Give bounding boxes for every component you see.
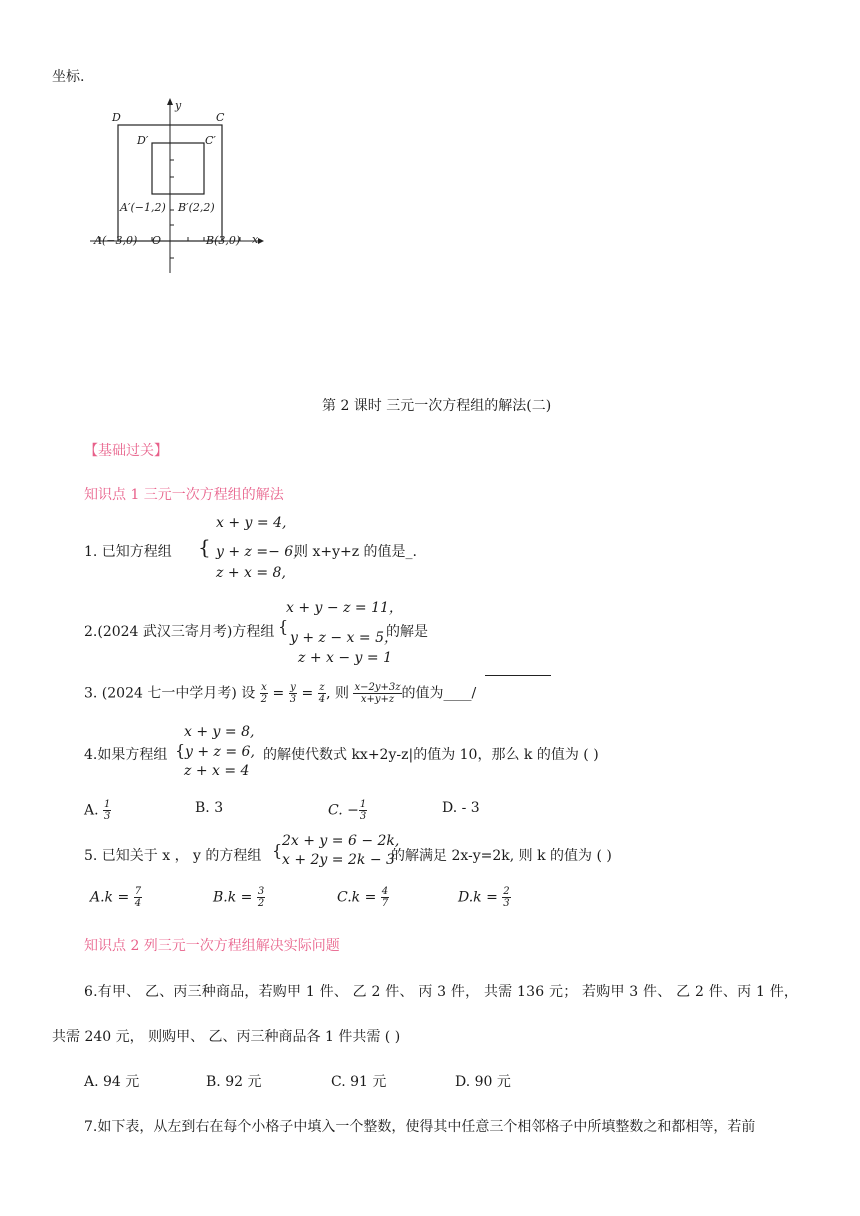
- q4-suffix: 的解使代数式 kx+2y-z|的值为 10，那么 k 的值为 ( ): [263, 747, 599, 763]
- label-y: y: [175, 99, 182, 112]
- q2-suffix: 的解是: [386, 624, 428, 640]
- q4-eq3: z + x = 4: [184, 763, 250, 779]
- q6-line2: 共需 240 元， 则购甲、 乙、丙三种商品各 1 件共需 ( ): [52, 1029, 401, 1045]
- q1-eq3: z + x = 8,: [216, 565, 286, 581]
- kp2-heading: 知识点 2 列三元一次方程组解决实际问题: [84, 938, 340, 954]
- q3-frac-x: $\frac{x}{2}$: [260, 682, 268, 705]
- q2-brace: {: [278, 617, 289, 636]
- label-Dp: D′: [137, 134, 149, 147]
- q3-prefix: 3. (2024 七一中学月考) 设: [84, 685, 256, 702]
- lesson-title: 第 2 课时 三元一次方程组的解法(二): [322, 398, 552, 414]
- q5-brace: {: [272, 841, 283, 860]
- q7-line1: 7.如下表，从左到右在每个小格子中填入一个整数，使得其中任意三个相邻格子中所填整数之和都相等，若前: [84, 1119, 756, 1135]
- q2-eq2: y + z − x = 5，: [290, 630, 398, 646]
- answer-blank-line: [485, 675, 551, 676]
- coordinate-figure: [88, 95, 278, 280]
- q5-option-a[interactable]: A.k = $\frac{7}{4}$: [90, 886, 142, 909]
- q3-frac-z: $\frac{z}{4}$: [318, 682, 326, 705]
- label-C: C: [216, 111, 225, 124]
- kp1-heading: 知识点 1 三元一次方程组的解法: [84, 487, 284, 503]
- q6-option-d[interactable]: D. 90 元: [455, 1074, 511, 1090]
- label-D: D: [112, 111, 121, 124]
- label-Bp: B′(2,2): [178, 201, 215, 214]
- q4-brace: {: [175, 741, 186, 760]
- q1-suffix: 则 x+y+z 的值是_.: [294, 544, 417, 560]
- q1-prefix: 1. 已知方程组: [84, 544, 172, 560]
- q6-option-b[interactable]: B. 92 元: [206, 1074, 262, 1090]
- q1-eq1: x + y = 4,: [216, 515, 287, 531]
- inner-square: [152, 143, 204, 194]
- q4-eq2: y + z = 6,: [185, 744, 255, 760]
- q6-option-a[interactable]: A. 94 元: [84, 1074, 140, 1090]
- q5-option-b[interactable]: B.k = $\frac{3}{2}$: [213, 886, 265, 909]
- q3-frac-y: $\frac{y}{3}$: [289, 682, 297, 705]
- q5-option-d[interactable]: D.k = $\frac{2}{3}$: [458, 886, 510, 909]
- q5-eq2: x + 2y = 2k − 3: [282, 852, 395, 868]
- section-basic: 【基础过关】: [84, 443, 168, 459]
- intro-text: 坐标.: [52, 69, 85, 85]
- q4-option-c[interactable]: C. − $\frac{1}{3}$: [328, 799, 367, 822]
- q4-prefix: 4.如果方程组: [84, 747, 168, 763]
- q3-mid: 则: [335, 685, 350, 702]
- q3-frac-expr: $\frac{x-2y+3z}{x+y+z}$: [354, 682, 401, 705]
- q2-eq3: z + x − y = 1: [298, 650, 392, 666]
- q5-prefix: 5. 已知关于 x ， y 的方程组: [84, 848, 262, 864]
- q1-eq2: y + z =− 6，: [216, 544, 308, 560]
- q6-line1: 6.有甲、 乙、丙三种商品，若购甲 1 件、 乙 2 件、 丙 3 件， 共需 136 元； 若购甲 3 件、 乙 2 件、丙 1 件，: [84, 984, 799, 1000]
- q4-option-d[interactable]: D. - 3: [442, 800, 480, 816]
- label-Cp: C′: [205, 134, 216, 147]
- label-A: A(−3,0): [94, 234, 138, 247]
- q3-line: 3. (2024 七一中学月考) 设 $\frac{x}{2}$ = $\frac{y}{3}$ = $\frac{z}{4}$ , 则 $\frac{x-2y+3z}{x+y+z}$ 的值为____/: [84, 682, 477, 705]
- q4-eq1: x + y = 8,: [184, 724, 255, 740]
- q4-option-b[interactable]: B. 3: [195, 800, 224, 816]
- label-x: x: [252, 233, 259, 246]
- label-O: O: [152, 234, 162, 247]
- q5-suffix: 的解满足 2x-y=2k, 则 k 的值为 ( ): [391, 848, 612, 864]
- q6-option-c[interactable]: C. 91 元: [331, 1074, 387, 1090]
- q1-brace: {: [198, 535, 211, 559]
- label-B: B(3,0): [206, 234, 241, 247]
- q5-eq1: 2x + y = 6 − 2k,: [282, 833, 400, 849]
- q2-prefix: 2.(2024 武汉三寄月考)方程组: [84, 624, 275, 640]
- q3-suffix: 的值为____/: [401, 685, 477, 702]
- q5-option-c[interactable]: C.k = $\frac{4}{7}$: [337, 886, 389, 909]
- q2-eq1: x + y − z = 11，: [286, 600, 403, 616]
- q4-option-a[interactable]: A. $\frac{1}{3}$: [84, 799, 111, 822]
- label-Ap: A′(−1,2): [120, 201, 166, 214]
